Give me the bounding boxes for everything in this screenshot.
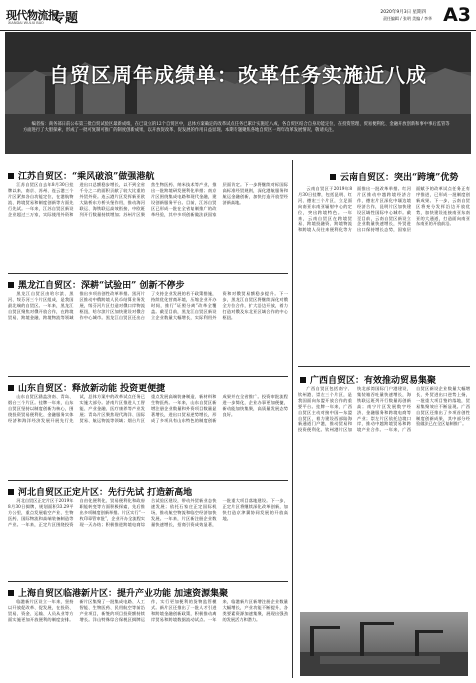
newspaper-logo: 现代物流报 bbox=[6, 9, 59, 22]
article-text: 临港新片区设立一年来，坚持以开放促改革、促发展，在投资、贸易、资金、运输、人员从业等方面实施更加开放便利的制度安排。新片区集聚了一批集成电路、人工智能、生物医药、民用航空等前沿产业项目，新签约项目投资额持续增长。洋山特殊综合保税区揭牌运作，实行更加便利的货物监管模式。新片区还推出了一批人才引进和跨境金融创新政策，积极推动离岸贸易和跨境数据流动试点。一年来，临港新片区新增注册企业数量大幅增长，产业功能不断提升，各类要素资源加速集聚，展现出强劲的发展活力和潜力。 bbox=[8, 599, 288, 622]
heading-marker-icon bbox=[8, 282, 14, 288]
heading-marker-icon bbox=[8, 590, 14, 596]
hero-banner bbox=[5, 32, 471, 154]
heading-marker-icon bbox=[8, 489, 14, 495]
hero-headline: 自贸区周年成绩单：改革任务实施近八成 bbox=[49, 63, 427, 87]
heading-marker-icon bbox=[300, 377, 306, 383]
editor-note: 编者按：商务部日前公布第三批自贸试验区最新成绩，在已设立的12个自贸区中，总体方案确定的改革试点任务已累计实施近八成，各自贸区结合自身功能定位，在投资管理、贸易便利化、金融开放创新和事中事后监管等方面进行了大胆探索，形成了一批可复制可推广的制度创新成果，以开放促改革、促发展的作用日益显现。本期专题聚焦各地自贸区一周年改革发展情况，敬请关注。 bbox=[23, 122, 450, 134]
article-text: 云南自贸区于2019年8月30日挂牌，包括昆明、红河、德宏三个片区，立足面向南亚东南亚辐射中心的定位，突出跨境特色。一年来，云南自贸区在跨境贸易、跨境投融资、跨境物流和跨境人员往来便利化等方面推出一批改革举措。红河片区推动中越跨境经济合作，德宏片区深化中缅边境经济合作，昆明片区加快建设区域性国际中心城市。截至目前，云南自贸区新设立企业数量快速增长，外贸进出口保持增长态势，国家层面赋予的改革试点任务正有序推进，已形成一批制度创新成果。下一步，云南自贸区将充分发挥沿边开放优势，加快建设连接南亚东南亚的大通道，打造面向南亚东南亚的开放前沿。 bbox=[298, 186, 470, 233]
heading-marker-icon bbox=[8, 173, 14, 179]
article-body-yunnan bbox=[298, 186, 470, 362]
port-photo bbox=[300, 612, 468, 676]
article-heading-guangxi bbox=[300, 373, 436, 386]
heading-marker-icon bbox=[8, 385, 14, 391]
editor-credit: 责任编辑 / 张明 美编 / 李华 bbox=[382, 16, 432, 21]
newspaper-logo-sub: XIANDAI WULIU BAO bbox=[8, 21, 44, 25]
section-divider bbox=[8, 480, 288, 481]
article-body-shandong bbox=[8, 394, 288, 477]
article-heading-yunnan bbox=[330, 170, 458, 183]
article-heading-hebei bbox=[8, 485, 192, 498]
article-title: 山东自贸区：释放新动能 投资更便捷 bbox=[18, 384, 166, 394]
article-text: 广西自贸区包括南宁、钦州港、崇左三个片区，是我国面向东盟开放合作的重要平台。挂牌一年来，广西自贸区主动对接中国—东盟自贸区，着力建设西部陆海新通道门户港，推动贸易和投资便利化。钦州港片区加快北部湾国际门户港建设，集装箱吞吐量快速增长，海铁联运班列开行数量再创新高；南宁片区发展数字经济、金融服务和跨境电商等产业；崇左片区依托边境口岸，推动中越跨境贸易和跨境产业合作。一年来，广西自贸区新设企业数量大幅增长，外贸进出口逆势上扬，一批重大项目签约落地，贸易集聚效应不断显现。广西自贸区还推出了多项首创性制度创新成果，其中部分经验做法已在全区复制推广。 bbox=[298, 386, 470, 433]
article-title: 河北自贸区正定片区：先行先试 打造新高地 bbox=[18, 488, 193, 498]
column-divider bbox=[292, 160, 293, 678]
section-divider bbox=[8, 581, 288, 582]
article-heading-shandong bbox=[8, 381, 165, 394]
article-body-hebei bbox=[8, 498, 288, 578]
article-title: 上海自贸区临港新片区：提升产业功能 加速资源集聚 bbox=[18, 589, 229, 599]
article-title: 云南自贸区：突出“跨境”优势 bbox=[340, 173, 459, 183]
article-text: 河北自贸区正定片区于2019年8月30日揭牌，规划面积33.29平方公里，重点发展临空产业、生物医药、国际物流和高端装备制造等产业。一年来，正定片区围绕投资自由化便利化、贸易便利化和政府职能转变等方面积极探索，先后推出多项制度创新举措。片区实行“一枚印章管审批”，企业开办全流程实现一天办结；积极推进跨境电商综合试验区建设，带动外贸新业态快速发展；依托石家庄正定国际机场，推动航空物流和临空经济加快发展。一年来，片区新注册企业数量快速增长，招商引资成效显著，一批重大项目落地建设。下一步，正定片区将继续深化改革创新，加快打造京津冀协同发展的开放高地。 bbox=[8, 498, 288, 527]
article-text: 黑龙江自贸区由哈尔滨、黑河、绥芬河三个片区组成，是我国最北端的自贸区。一年来，黑龙江自贸区聚焦对俄开放合作，在跨境贸易、跨境金融、跨境物流等领域推出多项首创性改革举措。黑河片区推动中俄跨境人民币结算业务发展，绥芬河片区打造对俄口岸物流枢纽，哈尔滨片区加快建设对俄合作中心城市。黑龙江自贸区还出台了支持企业发展的若干政策措施，持续优化营商环境，压缩企业开办时间，推行“证照分离”改革全覆盖。截至目前，黑龙江自贸区新设立企业数量大幅增长，实际利用外资和对俄贸易额稳步提升。下一步，黑龙江自贸区将继续深化对俄全方位合作，扩大沿边开放，着力打造对俄及东北亚区域合作的中心枢纽。 bbox=[8, 291, 288, 320]
article-text: 江苏自贸区自去年8月30日挂牌以来，南京、苏州、连云港三个片区紧扣各自功能定位，在港航物流、跨境贸易和制度创新等方面先行先试。一年来，江苏自贸区新设企业超过三万家，实际使用外资和进出口总额稳步增长，以不到全省千分之二的面积贡献了较大比重的外贸外资。连云港片区发挥新亚欧大陆桥东方桥头堡作用，推动海河联运、海铁联运高效衔接，中欧班列开行数量持续增加；苏州片区聚焦生物医药、纳米技术等产业，推出一批跨境研发便利化举措；南京片区围绕集成电路和现代金融，建设创新服务平台。目前，江苏自贸区已形成一批在全省复制推广的改革经验，其中多项创新做法获国家层面肯定。下一步将继续对标国际高标准经贸规则，深化港航服务和航运金融创新，加快打造开放型经济新高地。 bbox=[8, 182, 288, 217]
article-body-shanghai bbox=[8, 599, 288, 677]
section-divider bbox=[298, 366, 470, 367]
article-text: 山东自贸区涵盖济南、青岛、烟台三个片区。挂牌一年来，山东自贸区坚持以制度创新为核心，围绕投资贸易便利化、金融服务实体经济和海洋经济发展开展先行先试，总体方案中的改革试点任务已实施大部分。济南片区推进人工智能、产业金融、医疗康养等产业发展；青岛片区聚焦现代海洋、国际贸易、航运物流等领域；烟台片区重点发展高端装备制造、新材料和生物医药。一年来，山东自贸区新增注册企业数量和外资项目数量显著增长，进出口贸易逆势增长，形成了多项具有山东特色的制度创新成果并在全省推广。投资审批流程进一步简化，企业办事更加便捷，新动能加快集聚，高质量发展态势良好。 bbox=[8, 394, 288, 423]
article-heading-shanghai bbox=[8, 586, 228, 599]
section-divider bbox=[8, 273, 288, 274]
issue-date: 2020年9月3日 星期四 bbox=[380, 10, 426, 15]
masthead bbox=[0, 0, 476, 31]
section-name: 专题 bbox=[52, 11, 79, 26]
article-body-jiangsu bbox=[8, 182, 288, 270]
article-body-guangxi bbox=[298, 386, 470, 606]
article-body-heilongjiang bbox=[8, 291, 288, 373]
article-title: 江苏自贸区：“乘风破浪”做强港航 bbox=[18, 172, 155, 182]
article-heading-heilongjiang bbox=[8, 278, 185, 291]
article-title: 广西自贸区：有效推动贸易集聚 bbox=[310, 376, 437, 386]
city-skyline-image bbox=[5, 32, 471, 154]
port-cranes-image bbox=[300, 612, 468, 676]
section-divider bbox=[8, 376, 288, 377]
article-heading-jiangsu bbox=[8, 169, 154, 182]
article-title: 黑龙江自贸区：深耕“试验田” 创新不停步 bbox=[18, 281, 185, 291]
page-number: A3 bbox=[443, 4, 471, 26]
heading-marker-icon bbox=[330, 174, 336, 180]
